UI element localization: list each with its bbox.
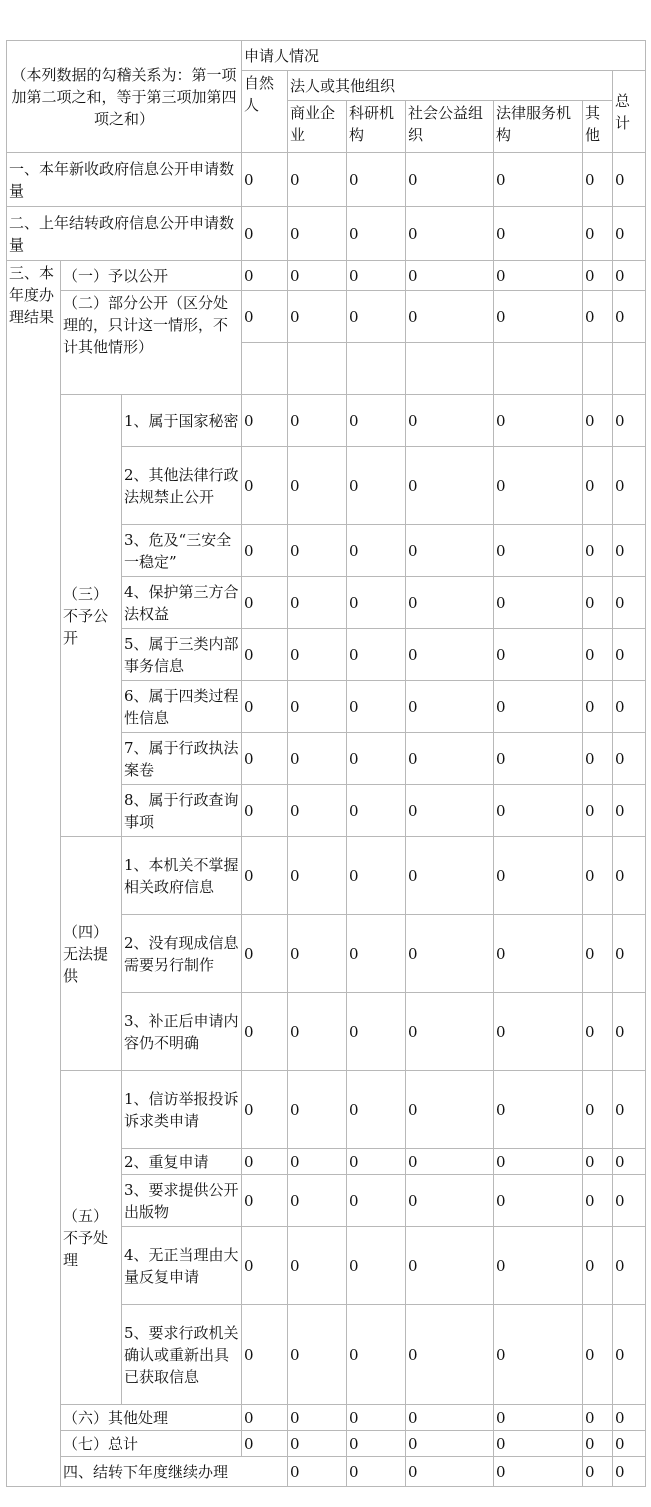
value-cell-r1-4: 0 — [494, 153, 583, 207]
value-cell-not-processed0-6: 0 — [613, 1071, 646, 1149]
value-cell-unable-provide1-2: 0 — [347, 915, 406, 993]
value-cell-not-processed4-3: 0 — [406, 1305, 494, 1405]
value-cell-not-disclosed3-2: 0 — [347, 577, 406, 629]
value-cell-not-disclosed0-5: 0 — [583, 395, 613, 447]
value-cell-not-disclosed1-4: 0 — [494, 447, 583, 525]
value-cell-not-disclosed5-2: 0 — [347, 681, 406, 733]
group-not-disclosed-item-5: 5、属于三类内部事务信息 — [122, 629, 242, 681]
value-cell-r2-1: 0 — [288, 207, 347, 261]
value-cell-not-disclosed3-1: 0 — [288, 577, 347, 629]
group-unable-provide-item-2: 2、没有现成信息需要另行制作 — [122, 915, 242, 993]
value-cell-r2-0: 0 — [242, 207, 288, 261]
empty-cell — [347, 343, 406, 395]
value-cell-r37-3: 0 — [406, 1431, 494, 1457]
value-cell-not-disclosed7-6: 0 — [613, 785, 646, 837]
value-cell-r37-1: 0 — [288, 1431, 347, 1457]
value-cell-r32-4: 0 — [494, 291, 583, 343]
value-cell-not-processed2-3: 0 — [406, 1175, 494, 1227]
value-cell-unable-provide2-0: 0 — [242, 993, 288, 1071]
group-unable-provide-item-1: 1、本机关不掌握相关政府信息 — [122, 837, 242, 915]
header-other: 其他 — [583, 101, 613, 153]
value-cell-unable-provide0-1: 0 — [288, 837, 347, 915]
value-cell-r32-5: 0 — [583, 291, 613, 343]
value-cell-not-disclosed6-1: 0 — [288, 733, 347, 785]
value-cell-not-processed3-6: 0 — [613, 1227, 646, 1305]
empty-cell — [242, 343, 288, 395]
value-cell-not-processed4-2: 0 — [347, 1305, 406, 1405]
value-cell-unable-provide1-0: 0 — [242, 915, 288, 993]
row-other-handling-label: （六）其他处理 — [61, 1405, 242, 1431]
value-cell-not-processed0-5: 0 — [583, 1071, 613, 1149]
value-cell-not-processed1-1: 0 — [288, 1149, 347, 1175]
value-cell-r37-6: 0 — [613, 1431, 646, 1457]
value-cell-r37-0: 0 — [242, 1431, 288, 1457]
value-cell-not-disclosed6-5: 0 — [583, 733, 613, 785]
value-cell-not-disclosed6-4: 0 — [494, 733, 583, 785]
value-cell-not-disclosed7-2: 0 — [347, 785, 406, 837]
header-commercial: 商业企业 — [288, 101, 347, 153]
value-cell-not-processed1-3: 0 — [406, 1149, 494, 1175]
value-cell-unable-provide1-3: 0 — [406, 915, 494, 993]
value-cell-not-processed3-5: 0 — [583, 1227, 613, 1305]
value-cell-not-disclosed7-0: 0 — [242, 785, 288, 837]
value-cell-unable-provide0-3: 0 — [406, 837, 494, 915]
group-not-processed-item-2: 2、重复申请 — [122, 1149, 242, 1175]
value-cell-unable-provide2-6: 0 — [613, 993, 646, 1071]
header-legal-entity: 法人或其他组织 — [288, 71, 613, 101]
value-cell-not-processed4-0: 0 — [242, 1305, 288, 1405]
group-not-processed-label: （五）不予处理 — [61, 1071, 122, 1405]
header-public-welfare: 社会公益组织 — [406, 101, 494, 153]
group-not-disclosed-label: （三）不予公开 — [61, 395, 122, 837]
value-cell-not-processed0-1: 0 — [288, 1071, 347, 1149]
value-cell-not-processed4-6: 0 — [613, 1305, 646, 1405]
value-cell-not-disclosed4-2: 0 — [347, 629, 406, 681]
value-cell-not-processed3-0: 0 — [242, 1227, 288, 1305]
value-cell-not-disclosed6-2: 0 — [347, 733, 406, 785]
value-cell-r31-6: 0 — [613, 261, 646, 291]
row-disclosed-label: （一）予以公开 — [61, 261, 242, 291]
value-cell-r36-1: 0 — [288, 1405, 347, 1431]
value-cell-not-processed2-5: 0 — [583, 1175, 613, 1227]
group-unable-provide-label: （四）无法提供 — [61, 837, 122, 1071]
value-cell-not-disclosed2-6: 0 — [613, 525, 646, 577]
value-cell-not-disclosed5-1: 0 — [288, 681, 347, 733]
value-cell-not-disclosed6-3: 0 — [406, 733, 494, 785]
value-cell-not-disclosed0-1: 0 — [288, 395, 347, 447]
value-cell-unable-provide1-5: 0 — [583, 915, 613, 993]
empty-cell — [583, 343, 613, 395]
value-cell-not-disclosed7-5: 0 — [583, 785, 613, 837]
value-cell-not-processed0-3: 0 — [406, 1071, 494, 1149]
header-research: 科研机构 — [347, 101, 406, 153]
header-description: （本列数据的勾稽关系为：第一项加第二项之和，等于第三项加第四项之和） — [7, 41, 242, 153]
value-cell-not-disclosed3-5: 0 — [583, 577, 613, 629]
row-new-requests-label: 一、本年新收政府信息公开申请数量 — [7, 153, 242, 207]
value-cell-not-disclosed5-6: 0 — [613, 681, 646, 733]
value-cell-r36-0: 0 — [242, 1405, 288, 1431]
group-not-processed-item-3: 3、要求提供公开出版物 — [122, 1175, 242, 1227]
value-cell-r31-0: 0 — [242, 261, 288, 291]
value-cell-not-disclosed0-2: 0 — [347, 395, 406, 447]
value-cell-r4-1: 0 — [347, 1457, 406, 1487]
value-cell-not-disclosed6-6: 0 — [613, 733, 646, 785]
value-cell-not-processed0-4: 0 — [494, 1071, 583, 1149]
value-cell-unable-provide1-6: 0 — [613, 915, 646, 993]
value-cell-unable-provide2-3: 0 — [406, 993, 494, 1071]
value-cell-not-disclosed6-0: 0 — [242, 733, 288, 785]
value-cell-not-processed1-4: 0 — [494, 1149, 583, 1175]
group-not-disclosed-item-3: 3、危及“三安全一稳定” — [122, 525, 242, 577]
row-carried-over-label: 二、上年结转政府信息公开申请数量 — [7, 207, 242, 261]
value-cell-not-processed2-2: 0 — [347, 1175, 406, 1227]
value-cell-not-disclosed4-1: 0 — [288, 629, 347, 681]
header-total: 总计 — [613, 71, 646, 153]
value-cell-not-disclosed5-0: 0 — [242, 681, 288, 733]
group-not-processed-item-5: 5、要求行政机关确认或重新出具已获取信息 — [122, 1305, 242, 1405]
header-natural-person: 自然人 — [242, 71, 288, 153]
value-cell-not-processed4-1: 0 — [288, 1305, 347, 1405]
value-cell-not-disclosed5-4: 0 — [494, 681, 583, 733]
value-cell-not-disclosed2-1: 0 — [288, 525, 347, 577]
value-cell-r2-4: 0 — [494, 207, 583, 261]
value-cell-r32-2: 0 — [347, 291, 406, 343]
value-cell-not-disclosed2-3: 0 — [406, 525, 494, 577]
value-cell-not-disclosed1-1: 0 — [288, 447, 347, 525]
value-cell-unable-provide0-0: 0 — [242, 837, 288, 915]
value-cell-not-processed1-2: 0 — [347, 1149, 406, 1175]
value-cell-not-disclosed0-3: 0 — [406, 395, 494, 447]
group-not-disclosed-item-7: 7、属于行政执法案卷 — [122, 733, 242, 785]
value-cell-unable-provide2-5: 0 — [583, 993, 613, 1071]
value-cell-not-disclosed2-4: 0 — [494, 525, 583, 577]
value-cell-r4-2: 0 — [406, 1457, 494, 1487]
header-legal-service: 法律服务机构 — [494, 101, 583, 153]
value-cell-not-disclosed1-0: 0 — [242, 447, 288, 525]
value-cell-not-disclosed0-4: 0 — [494, 395, 583, 447]
value-cell-not-disclosed7-3: 0 — [406, 785, 494, 837]
value-cell-r31-4: 0 — [494, 261, 583, 291]
empty-cell — [288, 343, 347, 395]
empty-cell — [406, 343, 494, 395]
group-not-disclosed-item-6: 6、属于四类过程性信息 — [122, 681, 242, 733]
value-cell-r32-0: 0 — [242, 291, 288, 343]
value-cell-unable-provide2-2: 0 — [347, 993, 406, 1071]
value-cell-r36-4: 0 — [494, 1405, 583, 1431]
value-cell-r2-2: 0 — [347, 207, 406, 261]
value-cell-not-processed3-3: 0 — [406, 1227, 494, 1305]
value-cell-r32-6: 0 — [613, 291, 646, 343]
value-cell-not-disclosed2-2: 0 — [347, 525, 406, 577]
value-cell-not-processed3-4: 0 — [494, 1227, 583, 1305]
value-cell-not-disclosed1-5: 0 — [583, 447, 613, 525]
value-cell-unable-provide0-4: 0 — [494, 837, 583, 915]
value-cell-r36-2: 0 — [347, 1405, 406, 1431]
group-unable-provide-item-3: 3、补正后申请内容仍不明确 — [122, 993, 242, 1071]
value-cell-not-disclosed0-6: 0 — [613, 395, 646, 447]
value-cell-not-disclosed4-3: 0 — [406, 629, 494, 681]
value-cell-r32-3: 0 — [406, 291, 494, 343]
value-cell-r31-1: 0 — [288, 261, 347, 291]
value-cell-unable-provide0-5: 0 — [583, 837, 613, 915]
value-cell-r4-0: 0 — [288, 1457, 347, 1487]
value-cell-not-disclosed1-6: 0 — [613, 447, 646, 525]
group-not-disclosed-item-2: 2、其他法律行政法规禁止公开 — [122, 447, 242, 525]
value-cell-unable-provide2-1: 0 — [288, 993, 347, 1071]
value-cell-not-processed2-6: 0 — [613, 1175, 646, 1227]
value-cell-not-disclosed3-4: 0 — [494, 577, 583, 629]
value-cell-not-disclosed4-5: 0 — [583, 629, 613, 681]
value-cell-not-disclosed1-2: 0 — [347, 447, 406, 525]
value-cell-not-processed1-6: 0 — [613, 1149, 646, 1175]
section-results-label: 三、本年度办理结果 — [7, 261, 61, 1487]
value-cell-not-processed0-2: 0 — [347, 1071, 406, 1149]
value-cell-not-disclosed2-0: 0 — [242, 525, 288, 577]
value-cell-unable-provide0-2: 0 — [347, 837, 406, 915]
group-not-processed-item-1: 1、信访举报投诉诉求类申请 — [122, 1071, 242, 1149]
value-cell-r4-5: 0 — [613, 1457, 646, 1487]
value-cell-r31-2: 0 — [347, 261, 406, 291]
value-cell-r1-2: 0 — [347, 153, 406, 207]
value-cell-r1-1: 0 — [288, 153, 347, 207]
value-cell-not-disclosed0-0: 0 — [242, 395, 288, 447]
value-cell-r36-6: 0 — [613, 1405, 646, 1431]
value-cell-unable-provide0-6: 0 — [613, 837, 646, 915]
group-not-disclosed-item-8: 8、属于行政查询事项 — [122, 785, 242, 837]
value-cell-unable-provide1-4: 0 — [494, 915, 583, 993]
value-cell-r31-3: 0 — [406, 261, 494, 291]
empty-cell — [613, 343, 646, 395]
value-cell-not-disclosed4-6: 0 — [613, 629, 646, 681]
value-cell-r2-3: 0 — [406, 207, 494, 261]
value-cell-r36-5: 0 — [583, 1405, 613, 1431]
value-cell-not-disclosed5-3: 0 — [406, 681, 494, 733]
value-cell-r37-5: 0 — [583, 1431, 613, 1457]
value-cell-r37-2: 0 — [347, 1431, 406, 1457]
row-carry-next-year-label: 四、结转下年度继续办理 — [61, 1457, 288, 1487]
value-cell-not-disclosed3-0: 0 — [242, 577, 288, 629]
value-cell-r32-1: 0 — [288, 291, 347, 343]
value-cell-not-processed1-5: 0 — [583, 1149, 613, 1175]
value-cell-r2-6: 0 — [613, 207, 646, 261]
value-cell-not-disclosed2-5: 0 — [583, 525, 613, 577]
disclosure-statistics-table — [6, 40, 646, 1487]
value-cell-not-processed2-1: 0 — [288, 1175, 347, 1227]
value-cell-not-disclosed3-3: 0 — [406, 577, 494, 629]
value-cell-not-processed4-4: 0 — [494, 1305, 583, 1405]
group-not-disclosed-item-1: 1、属于国家秘密 — [122, 395, 242, 447]
value-cell-not-disclosed5-5: 0 — [583, 681, 613, 733]
value-cell-r1-3: 0 — [406, 153, 494, 207]
value-cell-not-disclosed7-1: 0 — [288, 785, 347, 837]
value-cell-not-processed3-1: 0 — [288, 1227, 347, 1305]
value-cell-not-disclosed4-4: 0 — [494, 629, 583, 681]
row-partial-label: （二）部分公开（区分处理的，只计这一情形，不计其他情形） — [61, 291, 242, 395]
value-cell-not-processed4-5: 0 — [583, 1305, 613, 1405]
empty-cell — [494, 343, 583, 395]
value-cell-unable-provide2-4: 0 — [494, 993, 583, 1071]
value-cell-not-disclosed3-6: 0 — [613, 577, 646, 629]
value-cell-not-disclosed4-0: 0 — [242, 629, 288, 681]
value-cell-not-disclosed1-3: 0 — [406, 447, 494, 525]
value-cell-not-processed1-0: 0 — [242, 1149, 288, 1175]
value-cell-r2-5: 0 — [583, 207, 613, 261]
value-cell-r31-5: 0 — [583, 261, 613, 291]
group-not-processed-item-4: 4、无正当理由大量反复申请 — [122, 1227, 242, 1305]
value-cell-r4-4: 0 — [583, 1457, 613, 1487]
row-subtotal-label: （七）总计 — [61, 1431, 242, 1457]
value-cell-not-processed0-0: 0 — [242, 1071, 288, 1149]
value-cell-r37-4: 0 — [494, 1431, 583, 1457]
value-cell-not-processed2-0: 0 — [242, 1175, 288, 1227]
value-cell-not-processed2-4: 0 — [494, 1175, 583, 1227]
header-applicant: 申请人情况 — [242, 41, 646, 71]
value-cell-not-processed3-2: 0 — [347, 1227, 406, 1305]
group-not-disclosed-item-4: 4、保护第三方合法权益 — [122, 577, 242, 629]
value-cell-not-disclosed7-4: 0 — [494, 785, 583, 837]
value-cell-r36-3: 0 — [406, 1405, 494, 1431]
value-cell-r1-0: 0 — [242, 153, 288, 207]
value-cell-r1-5: 0 — [583, 153, 613, 207]
value-cell-r1-6: 0 — [613, 153, 646, 207]
value-cell-r4-3: 0 — [494, 1457, 583, 1487]
value-cell-unable-provide1-1: 0 — [288, 915, 347, 993]
